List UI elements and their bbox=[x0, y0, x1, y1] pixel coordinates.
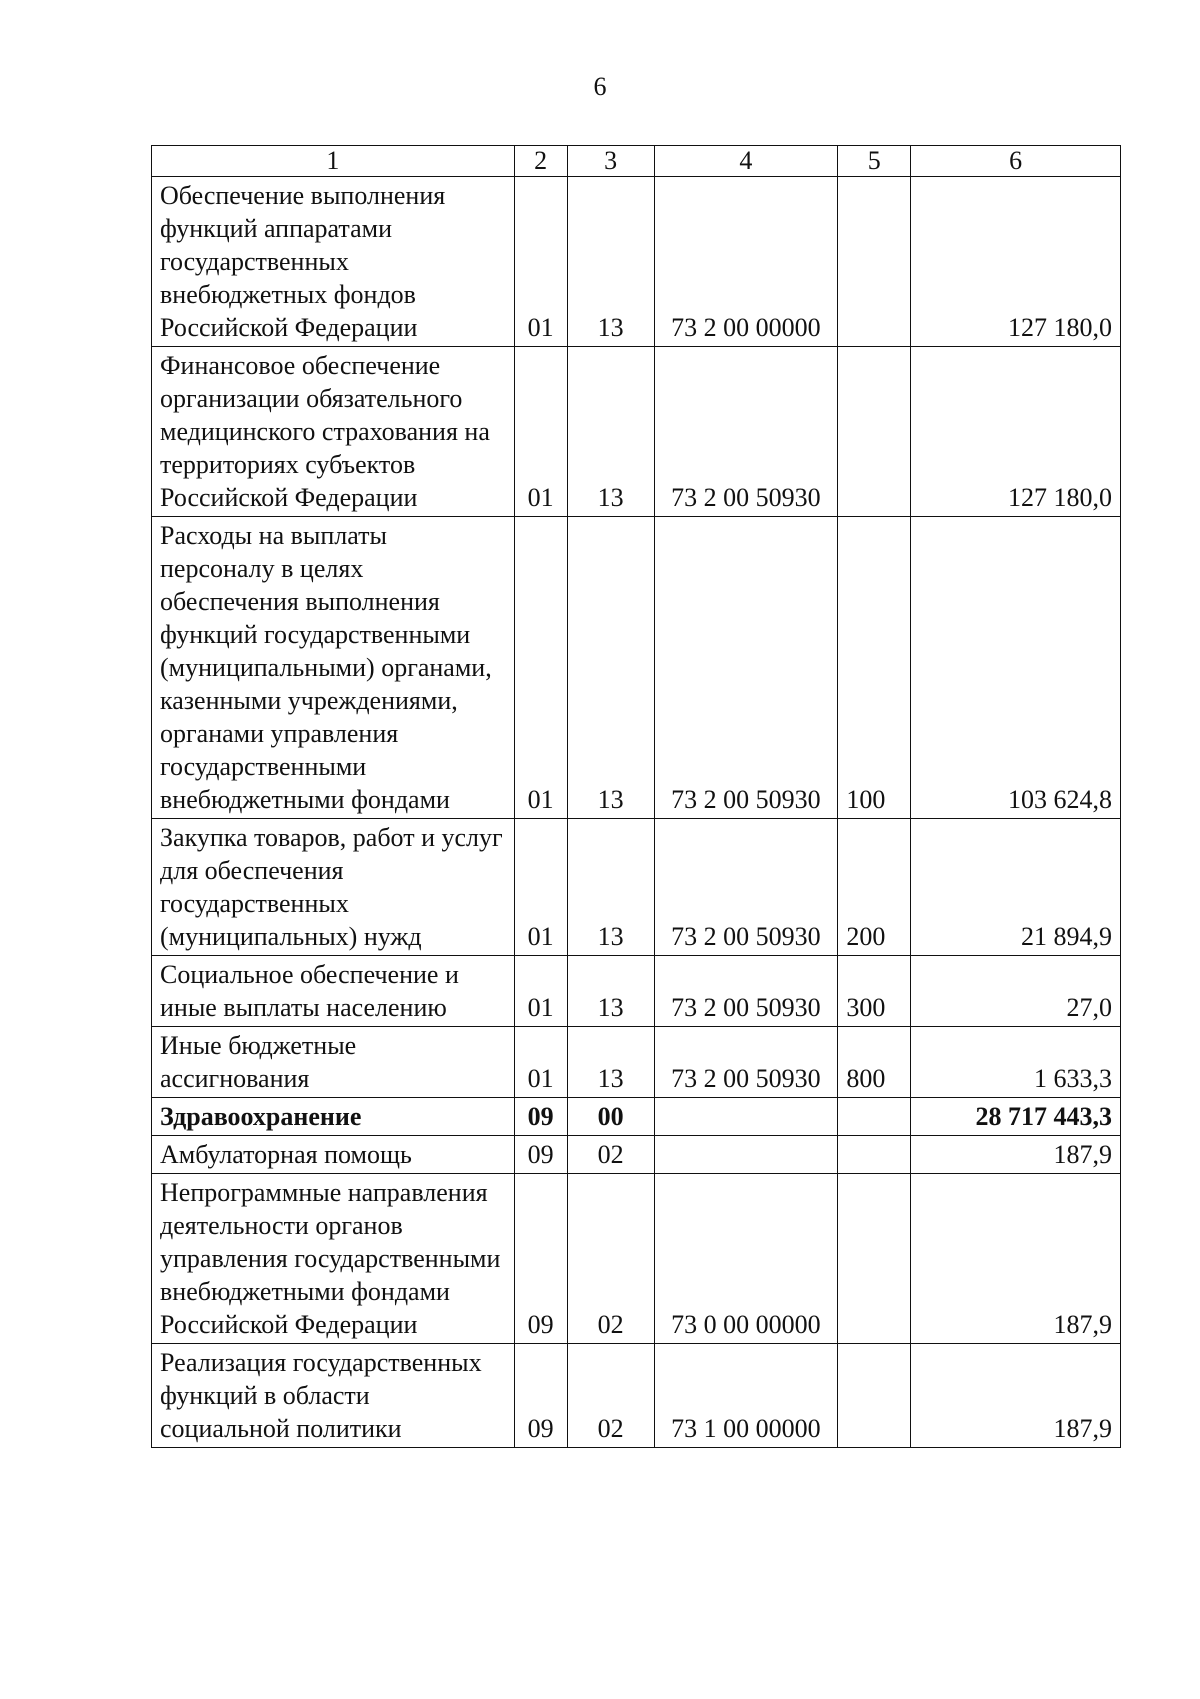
subsection-code-cell: 13 bbox=[567, 517, 654, 819]
target-article-code-cell: 73 2 00 50930 bbox=[654, 956, 838, 1027]
header-cell: 1 bbox=[152, 146, 515, 177]
header-cell: 3 bbox=[567, 146, 654, 177]
target-article-code-cell: 73 2 00 00000 bbox=[654, 177, 838, 347]
subsection-code-cell: 13 bbox=[567, 819, 654, 956]
expense-type-code-cell bbox=[838, 1098, 911, 1136]
target-article-code-cell bbox=[654, 1098, 838, 1136]
expense-type-code-cell bbox=[838, 177, 911, 347]
table-row bbox=[152, 1344, 1121, 1448]
header-cell: 2 bbox=[514, 146, 567, 177]
subsection-code-cell: 00 bbox=[567, 1098, 654, 1136]
expense-type-code-cell: 300 bbox=[838, 956, 911, 1027]
target-article-code-cell: 73 2 00 50930 bbox=[654, 517, 838, 819]
item-name-cell: Закупка товаров, работ и услуг для обеспечения государственных (муниципальных) нужд bbox=[152, 819, 515, 956]
budget-table bbox=[151, 145, 1121, 1448]
item-name-cell: Амбулаторная помощь bbox=[152, 1136, 515, 1174]
expense-type-code-cell bbox=[838, 1174, 911, 1344]
header-cell: 6 bbox=[911, 146, 1121, 177]
subsection-code-cell: 02 bbox=[567, 1174, 654, 1344]
amount-cell: 127 180,0 bbox=[911, 177, 1121, 347]
table-row bbox=[152, 1027, 1121, 1098]
table-row bbox=[152, 347, 1121, 517]
item-name-cell: Иные бюджетные ассигнования bbox=[152, 1027, 515, 1098]
page-number: 6 bbox=[593, 72, 607, 101]
table-row bbox=[152, 1174, 1121, 1344]
subsection-code-cell: 13 bbox=[567, 956, 654, 1027]
table-row bbox=[152, 517, 1121, 819]
item-name-cell: Расходы на выплаты персоналу в целях обеспечения выполнения функций государственными (муниципальными) органами, казенными учреждениями, органами управления государственными внебюджетными фондами bbox=[152, 517, 515, 819]
target-article-code-cell: 73 2 00 50930 bbox=[654, 347, 838, 517]
target-article-code-cell bbox=[654, 1136, 838, 1174]
target-article-code-cell: 73 2 00 50930 bbox=[654, 819, 838, 956]
amount-cell: 28 717 443,3 bbox=[911, 1098, 1121, 1136]
expense-type-code-cell: 200 bbox=[838, 819, 911, 956]
expense-type-code-cell bbox=[838, 1344, 911, 1448]
item-name-cell: Социальное обеспечение и иные выплаты населению bbox=[152, 956, 515, 1027]
section-code-cell: 01 bbox=[514, 1027, 567, 1098]
amount-cell: 27,0 bbox=[911, 956, 1121, 1027]
amount-cell: 21 894,9 bbox=[911, 819, 1121, 956]
item-name-cell: Обеспечение выполнения функций аппаратами государственных внебюджетных фондов Российской Федерации bbox=[152, 177, 515, 347]
section-code-cell: 01 bbox=[514, 956, 567, 1027]
target-article-code-cell: 73 0 00 00000 bbox=[654, 1174, 838, 1344]
expense-type-code-cell bbox=[838, 1136, 911, 1174]
item-name-cell: Реализация государственных функций в области социальной политики bbox=[152, 1344, 515, 1448]
expense-type-code-cell: 100 bbox=[838, 517, 911, 819]
amount-cell: 127 180,0 bbox=[911, 347, 1121, 517]
table-row bbox=[152, 819, 1121, 956]
amount-cell: 187,9 bbox=[911, 1344, 1121, 1448]
item-name-cell: Здравоохранение bbox=[152, 1098, 515, 1136]
header-cell: 5 bbox=[838, 146, 911, 177]
header-cell: 4 bbox=[654, 146, 838, 177]
subsection-code-cell: 02 bbox=[567, 1136, 654, 1174]
item-name-cell: Финансовое обеспечение организации обязательного медицинского страхования на территориях субъектов Российской Федерации bbox=[152, 347, 515, 517]
target-article-code-cell: 73 1 00 00000 bbox=[654, 1344, 838, 1448]
subsection-code-cell: 13 bbox=[567, 347, 654, 517]
amount-cell: 187,9 bbox=[911, 1174, 1121, 1344]
target-article-code-cell: 73 2 00 50930 bbox=[654, 1027, 838, 1098]
table-row bbox=[152, 1098, 1121, 1136]
section-code-cell: 01 bbox=[514, 177, 567, 347]
amount-cell: 103 624,8 bbox=[911, 517, 1121, 819]
subsection-code-cell: 13 bbox=[567, 1027, 654, 1098]
section-code-cell: 09 bbox=[514, 1098, 567, 1136]
section-code-cell: 01 bbox=[514, 819, 567, 956]
section-code-cell: 09 bbox=[514, 1136, 567, 1174]
section-code-cell: 09 bbox=[514, 1344, 567, 1448]
section-code-cell: 01 bbox=[514, 517, 567, 819]
subsection-code-cell: 02 bbox=[567, 1344, 654, 1448]
expense-type-code-cell bbox=[838, 347, 911, 517]
table-row bbox=[152, 1136, 1121, 1174]
expense-type-code-cell: 800 bbox=[838, 1027, 911, 1098]
section-code-cell: 09 bbox=[514, 1174, 567, 1344]
subsection-code-cell: 13 bbox=[567, 177, 654, 347]
amount-cell: 1 633,3 bbox=[911, 1027, 1121, 1098]
amount-cell: 187,9 bbox=[911, 1136, 1121, 1174]
section-code-cell: 01 bbox=[514, 347, 567, 517]
table-row bbox=[152, 956, 1121, 1027]
table-header-row bbox=[152, 146, 1121, 177]
item-name-cell: Непрограммные направления деятельности органов управления государственными внебюджетными фондами Российской Федерации bbox=[152, 1174, 515, 1344]
table-row bbox=[152, 177, 1121, 347]
table-body bbox=[152, 177, 1121, 1448]
